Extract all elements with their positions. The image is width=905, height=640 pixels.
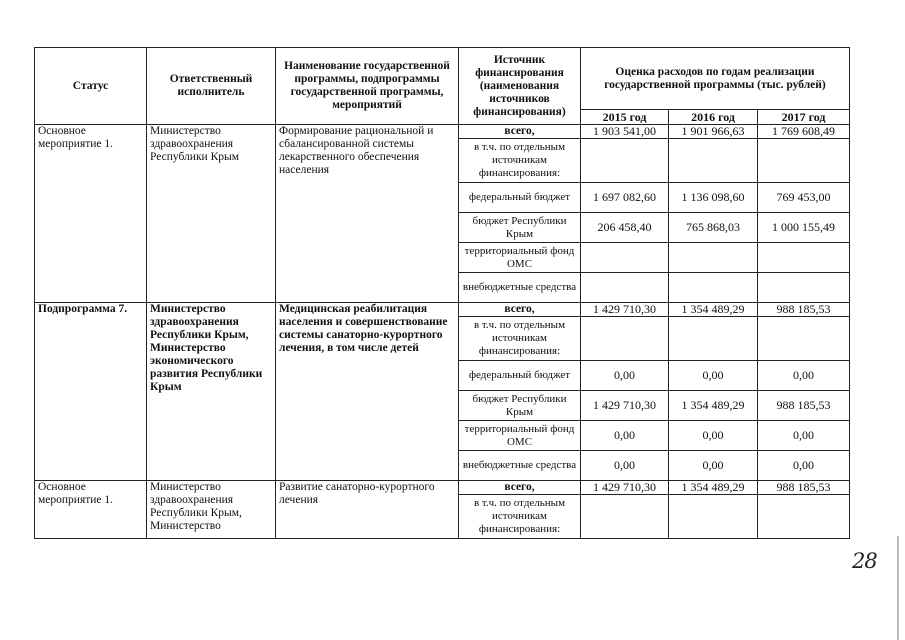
group-name: Развитие санаторно-курортного лечения [276,481,459,539]
expense-table [34,47,850,539]
value-crimea-2016: 1 354 489,29 [669,391,758,421]
source-including: в т.ч. по отдельным источникам финансирования: [459,495,581,539]
value-extrabudget-2016 [669,273,758,303]
header-executor: Ответственный исполнитель [147,48,276,125]
source-extrabudget: внебюджетные средства [459,273,581,303]
value-crimea-2015: 1 429 710,30 [581,391,669,421]
value-federal-2016: 0,00 [669,361,758,391]
value-total-2015: 1 429 710,30 [581,303,669,317]
value-including-2017 [758,495,850,539]
group-executor: Министерство здравоохранения Республики Крым [147,125,276,303]
scan-edge [897,536,899,640]
value-including-2016 [669,139,758,183]
group-status: Основное мероприятие 1. [35,125,147,303]
value-extrabudget-2016: 0,00 [669,451,758,481]
header-year-2015: 2015 год [581,110,669,125]
group-executor: Министерство здравоохранения Республики Крым, Министерство экономического развития Республики Крым [147,303,276,481]
value-oms-2015: 0,00 [581,421,669,451]
header-name: Наименование государственной программы, подпрограммы государственной программы, мероприятий [276,48,459,125]
value-extrabudget-2017 [758,273,850,303]
source-extrabudget: внебюджетные средства [459,451,581,481]
value-total-2017: 988 185,53 [758,481,850,495]
source-oms: территориальный фонд ОМС [459,421,581,451]
value-crimea-2015: 206 458,40 [581,213,669,243]
source-total: всего, [459,481,581,495]
source-federal: федеральный бюджет [459,361,581,391]
value-including-2016 [669,495,758,539]
group-status: Основное мероприятие 1. [35,481,147,539]
source-oms: территориальный фонд ОМС [459,243,581,273]
source-including: в т.ч. по отдельным источникам финансирования: [459,317,581,361]
value-federal-2015: 1 697 082,60 [581,183,669,213]
header-status: Статус [35,48,147,125]
table-row [35,125,850,139]
group-name: Формирование рациональной и сбалансированной системы лекарственного обеспечения населения [276,125,459,303]
value-total-2016: 1 354 489,29 [669,303,758,317]
value-federal-2017: 769 453,00 [758,183,850,213]
group-status: Подпрограмма 7. [35,303,147,481]
group-name: Медицинская реабилитация населения и совершенствование системы санаторно-курортного лечения, в том числе детей [276,303,459,481]
value-oms-2017 [758,243,850,273]
value-total-2016: 1 901 966,63 [669,125,758,139]
value-federal-2017: 0,00 [758,361,850,391]
value-including-2016 [669,317,758,361]
value-extrabudget-2017: 0,00 [758,451,850,481]
header-estimate: Оценка расходов по годам реализации государственной программы (тыс. рублей) [581,48,850,110]
header-year-2017: 2017 год [758,110,850,125]
value-oms-2015 [581,243,669,273]
source-total: всего, [459,125,581,139]
value-total-2017: 1 769 608,49 [758,125,850,139]
value-total-2016: 1 354 489,29 [669,481,758,495]
value-crimea-2016: 765 868,03 [669,213,758,243]
group-executor: Министерство здравоохранения Республики Крым, Министерство [147,481,276,539]
table-row [35,481,850,495]
header-year-2016: 2016 год [669,110,758,125]
value-oms-2016: 0,00 [669,421,758,451]
source-total: всего, [459,303,581,317]
value-including-2015 [581,139,669,183]
value-federal-2016: 1 136 098,60 [669,183,758,213]
value-including-2017 [758,139,850,183]
page-number: 28 [852,549,877,573]
source-crimea: бюджет Республики Крым [459,391,581,421]
value-including-2015 [581,495,669,539]
value-federal-2015: 0,00 [581,361,669,391]
source-crimea: бюджет Республики Крым [459,213,581,243]
value-including-2017 [758,317,850,361]
value-total-2015: 1 903 541,00 [581,125,669,139]
source-federal: федеральный бюджет [459,183,581,213]
header-source: Источник финансирования (наименования источников финансирования) [459,48,581,125]
source-including: в т.ч. по отдельным источникам финансирования: [459,139,581,183]
value-extrabudget-2015 [581,273,669,303]
value-oms-2017: 0,00 [758,421,850,451]
value-total-2015: 1 429 710,30 [581,481,669,495]
table-row [35,303,850,317]
value-crimea-2017: 988 185,53 [758,391,850,421]
value-including-2015 [581,317,669,361]
value-crimea-2017: 1 000 155,49 [758,213,850,243]
value-oms-2016 [669,243,758,273]
value-extrabudget-2015: 0,00 [581,451,669,481]
value-total-2017: 988 185,53 [758,303,850,317]
